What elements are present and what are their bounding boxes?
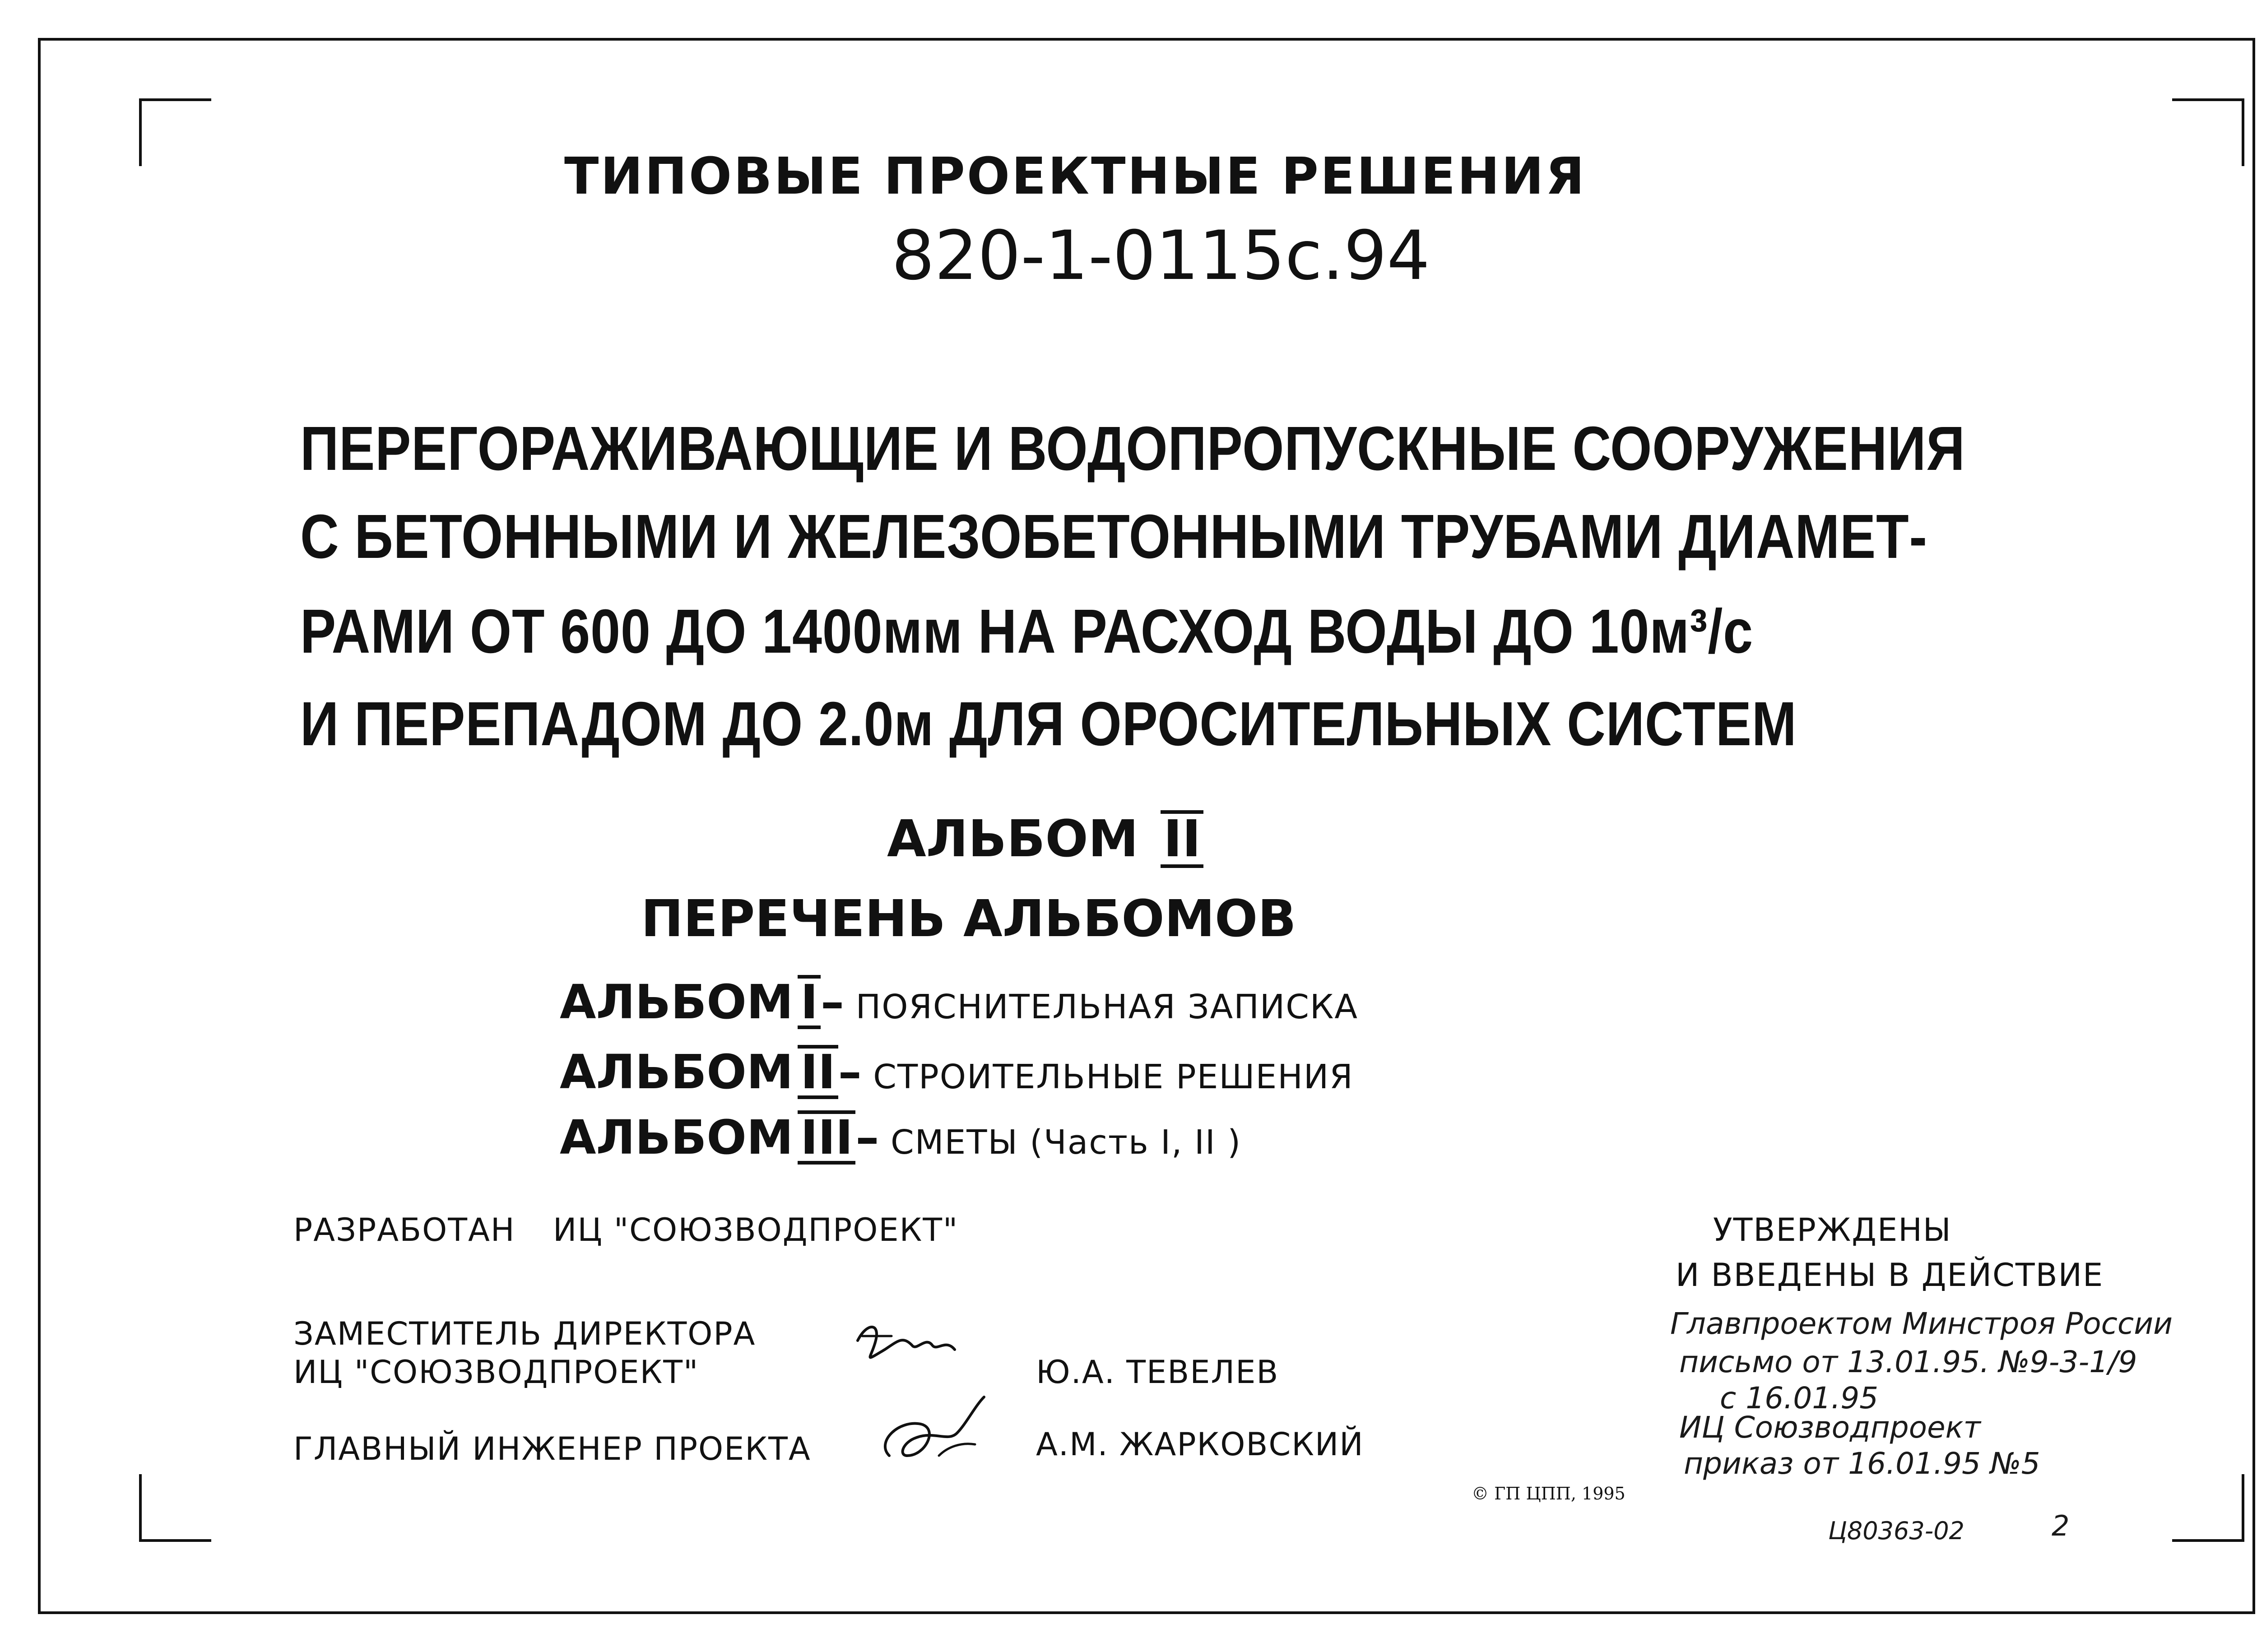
title-line-1: ПЕРЕГОРАЖИВАЮЩИЕ И ВОДОПРОПУСКНЫЕ СООРУЖЕНИЯ [300,414,1965,483]
sheet-number: 2 [2052,1509,2070,1542]
title-line-4: И ПЕРЕПАДОМ ДО 2.0м ДЛЯ ОРОСИТЕЛЬНЫХ СИСТЕМ [300,689,1797,759]
chief-engineer-name: А.М. ЖАРКОВСКИЙ [1036,1426,1364,1463]
approval-handwritten-5: приказ от 16.01.95 №5 [1684,1446,2040,1481]
copyright-note: © ГП ЦПП, 1995 [1472,1484,1625,1504]
chief-engineer-title: ГЛАВНЫЙ ИНЖЕНЕР ПРОЕКТА [293,1430,811,1467]
album-item-number: III [798,1110,855,1165]
album-item-label: АЛЬБОМ [560,974,794,1030]
document-code: 820-1-0115с.94 [892,217,1430,295]
deputy-director-org: ИЦ "СОЮЗВОДПРОЕКТ" [293,1354,699,1391]
album-number: II [1161,810,1203,868]
archive-number: Ц80363-02 [1828,1517,1964,1545]
album-item-description: СМЕТЫ (Часть I, II ) [890,1123,1242,1162]
album-list-item [560,975,1358,1029]
album-item-label: АЛЬБОМ [560,1044,794,1100]
signature-deputy-director [849,1313,966,1377]
album-list-heading: ПЕРЕЧЕНЬ АЛЬБОМОВ [641,890,1296,948]
approval-handwritten-1: Главпроектом Минстроя России [1670,1306,2173,1341]
album-item-description: СТРОИТЕЛЬНЫЕ РЕШЕНИЯ [873,1058,1354,1096]
series-title: ТИПОВЫЕ ПРОЕКТНЫЕ РЕШЕНИЯ [564,147,1586,206]
album-item-dash: – [821,974,845,1030]
album-label: АЛЬБОМ [887,810,1139,868]
album-list-item [560,1045,1354,1099]
corner-mark-top-right [2172,98,2244,166]
developer-name: ИЦ "СОЮЗВОДПРОЕКТ" [553,1211,959,1248]
album-item-number: II [798,1045,838,1099]
album-item-description: ПОЯСНИТЕЛЬНАЯ ЗАПИСКА [855,988,1359,1026]
album-title [887,810,1203,868]
album-list-item [560,1110,1241,1165]
album-item-number: I [798,975,821,1029]
approval-line-1: УТВЕРЖДЕНЫ [1713,1211,1952,1248]
approval-line-2: И ВВЕДЕНЫ В ДЕЙСТВИЕ [1676,1257,2104,1294]
approval-handwritten-4: ИЦ Союзводпроект [1679,1410,1981,1445]
developed-by-label: РАЗРАБОТАН [293,1211,515,1248]
album-item-dash: – [838,1044,862,1100]
approval-handwritten-2: письмо от 13.01.95. №9-3-1/9 [1679,1345,2137,1379]
title-line-3: РАМИ ОТ 600 ДО 1400мм НА РАСХОД ВОДЫ ДО 10м³/с [300,597,1754,666]
title-line-2: С БЕТОННЫМИ И ЖЕЛЕЗОБЕТОННЫМИ ТРУБАМИ ДИАМЕТ- [300,502,1927,571]
corner-mark-bottom-left [139,1474,211,1542]
corner-mark-top-left [139,98,211,166]
album-item-dash: – [855,1110,879,1165]
album-item-label: АЛЬБОМ [560,1110,794,1165]
approval-handwritten-3: с 16.01.95 [1720,1381,1879,1415]
deputy-director-name: Ю.А. ТЕВЕЛЕВ [1036,1354,1279,1391]
deputy-director-title: ЗАМЕСТИТЕЛЬ ДИРЕКТОРА [293,1315,756,1352]
corner-mark-bottom-right [2172,1474,2244,1542]
signature-chief-engineer [871,1388,1007,1474]
